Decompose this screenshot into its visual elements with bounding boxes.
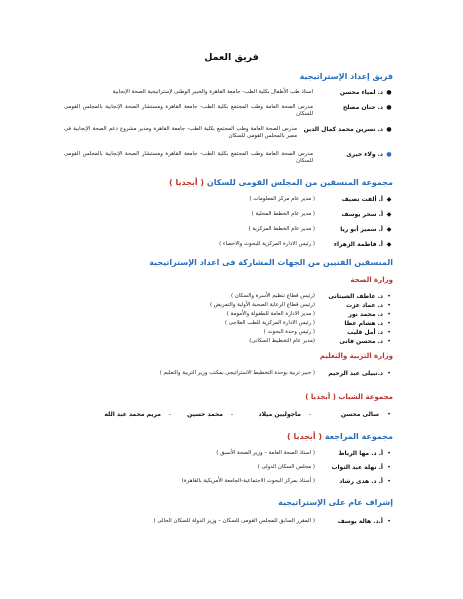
member-name: أ.د. هالة يوسف — [337, 518, 383, 525]
member-desc: (رئيس قطاع الرعاية الصحية الأولية والتمريض ) — [209, 302, 315, 308]
separator: - — [168, 411, 171, 418]
bullet-icon: ◆ — [386, 241, 392, 248]
member-name: د. أمل قليب — [347, 329, 383, 336]
member-desc: ( استاذ الصحة العامة – وزير الصحة الأسبق ) — [216, 450, 315, 456]
member-desc: ( رئيس وحدة البحوث ) — [263, 329, 315, 335]
heading-text: مجموعة المراجعة — [324, 432, 393, 441]
heading-tech-coordinators: المنسقين الفنيين من الجهات المشاركة فى اعداد الإستراتيجية — [149, 258, 393, 267]
member-name: أ. د. مها الرباط — [338, 450, 383, 457]
bullet-icon: ◆ — [386, 211, 392, 218]
heading-coordinators — [169, 178, 393, 187]
bullet-icon: • — [387, 311, 391, 318]
youth-name: سالى محسن — [340, 411, 379, 418]
member-name: أ. فاطمة الزهراء — [333, 241, 383, 248]
bullet-icon: ◆ — [386, 226, 392, 233]
heading-tag: ( أبجديا ) — [287, 432, 323, 441]
bullet-icon: • — [387, 293, 391, 300]
member-name: د. لمياء محسن — [339, 89, 383, 96]
heading-ministry-health: وزارة الصحة — [350, 276, 393, 284]
heading-tag: ( أبجديا ) — [305, 393, 336, 401]
heading-text: مجموعة المنسقين من المجلس القومى للسكان — [206, 178, 393, 187]
bullet-icon: • — [387, 329, 391, 336]
youth-name: مريم محمد عبد الله — [104, 411, 161, 418]
member-name: د. عاطف الشيتانى — [328, 293, 383, 300]
member-desc: ( مدير الادارة العامة للطفولة والأمومة ) — [226, 311, 315, 317]
youth-name: محمد حسين — [187, 411, 223, 418]
bullet-icon: • — [387, 450, 391, 457]
bullet-icon: • — [387, 411, 391, 418]
member-desc: استاذ طب الأطفال بكلية الطب- جامعة القاهرة والخبير الوطنى لإستراتيجية الصحة الإنجابية — [112, 89, 313, 95]
member-name: د. محمد نور — [348, 311, 383, 318]
bullet-icon: ● — [386, 89, 392, 96]
bullet-icon: ● — [386, 126, 392, 133]
heading-ministry-education: وزارة التربية والتعليم — [319, 352, 393, 360]
list-item — [64, 104, 393, 120]
separator: - — [308, 411, 311, 418]
member-desc: ( خبير تربية بوحدة التخطيط الاستراتيجى بمكتب وزير التربية والتعليم ) — [159, 370, 315, 376]
member-name: أ. نهلة عبد التواب — [331, 464, 383, 471]
list-item — [64, 151, 393, 167]
member-name: أ. ألفت نصيف — [341, 196, 383, 203]
member-desc: ( رئيس الادارة المركزية للبحوث والاحصاء ) — [219, 241, 315, 247]
youth-name: ماجوليين ميلاد — [258, 411, 301, 418]
bullet-icon: ◆ — [386, 196, 392, 203]
member-desc: مدرس الصحة العامة وطب المجتمع بكلية الطب- جامعة القاهرة ومستشار الصحة الإنجابية بالمجلس القومى للسكان — [64, 151, 313, 164]
member-desc: ( المقرر السابق للمجلس القومى للسكان – وزير الدولة للسكان الحالى ) — [153, 518, 315, 524]
member-desc: (رئيس قطاع تنظيم الأسرة والسكان ) — [230, 293, 315, 299]
heading-youth-group — [305, 393, 393, 401]
bullet-icon: • — [387, 302, 391, 309]
member-name: د. حنان مصلح — [342, 104, 383, 111]
heading-supervision: إشراف عام على الإستراتيجية — [278, 498, 393, 507]
member-name: د.نبيلى عبد الرحيم — [328, 370, 383, 377]
member-desc: ( مدير عام الخطط المركزية ) — [248, 226, 315, 232]
member-desc: ( مدير عام الخطط المحلية ) — [251, 211, 315, 217]
member-name: أ. سحر يوسف — [341, 211, 383, 218]
bullet-icon: • — [387, 370, 391, 377]
separator: - — [230, 411, 233, 418]
bullet-icon: • — [387, 338, 391, 345]
member-name: د. محسن فانى — [339, 338, 383, 345]
member-desc: ( رئيس الادارة المركزية للطب العلاجى ) — [224, 320, 315, 326]
heading-text: مجموعة الشباب — [338, 393, 393, 401]
bullet-icon: ● — [386, 151, 392, 158]
member-desc: ( مجلس السكان الدولى ) — [257, 464, 315, 470]
bullet-icon: • — [387, 464, 391, 471]
member-name: د. ولاء خيرى — [346, 151, 383, 158]
member-desc: ( أستاذ بمركز البحوث الاجتماعية-الجامعة الأمريكية بالقاهرة) — [181, 478, 315, 484]
member-desc: مدرس الصحة العامة وطب المجتمع بكلية الطب- جامعة القاهرة ومستشار الصحة الإنجابية بالمجلس القومى للسكان — [64, 104, 313, 117]
bullet-icon: • — [387, 518, 391, 525]
member-desc: ( مدير عام مركز المعلومات ) — [249, 196, 315, 202]
member-desc: مدرس الصحة العامة وطب المجتمع بكلية الطب- جامعة القاهرة ومدير مشروع دعم الصحة الإنجابية فى مصر بالمجلس القومى للسكان — [64, 126, 297, 139]
heading-review-group — [287, 432, 393, 441]
page-title: فريق العمل — [204, 52, 259, 63]
member-name: د. عماد عزت — [346, 302, 383, 309]
bullet-icon: • — [387, 320, 391, 327]
list-item — [64, 126, 393, 142]
heading-tag: ( أبجديا ) — [169, 178, 205, 187]
member-name: د. هشام عطا — [344, 320, 383, 327]
member-name: أ. سمير أبو ريا — [340, 226, 383, 233]
bullet-icon: • — [387, 478, 391, 485]
heading-prep-team: فريق إعداد الإستراتيجية — [299, 72, 393, 81]
bullet-icon: ● — [386, 104, 392, 111]
member-name: د. نسرين محمد كمال الدين — [303, 126, 383, 133]
member-name: أ. د. هدى رشاد — [339, 478, 383, 485]
member-desc: (مدير عام التخطيط السكانى) — [249, 338, 315, 344]
